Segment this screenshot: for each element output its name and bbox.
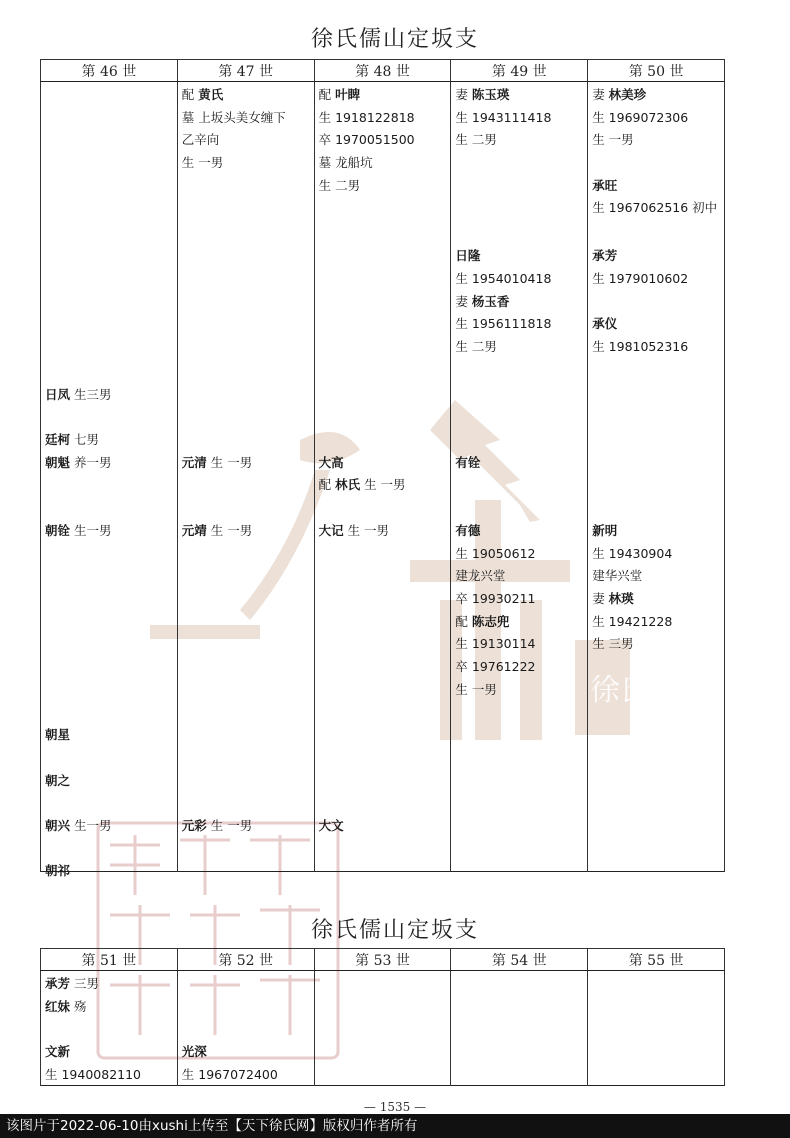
page-title-bottom: 徐氏儒山定坂支 [310,918,479,943]
person-name: 承芳 [592,248,618,264]
entry-line [592,107,688,130]
person-note: 生一男 [70,522,112,538]
entry-line [592,245,688,268]
table-header-row [41,949,725,971]
person-detail: 乙辛向 [181,132,220,148]
person-entry [182,452,252,475]
entry-line [455,633,535,656]
person-entry [45,452,112,475]
person-detail: 生 一男 [206,454,253,470]
person-detail: 生 1981052316 [592,338,689,354]
genealogy-table-top [40,59,725,879]
genealogy-table-bottom [40,948,725,1086]
entry-line [592,611,672,634]
person-name: 有铨 [455,454,481,470]
person-name: 有德 [455,522,481,538]
entry-line [319,175,415,198]
person-entry [592,84,688,152]
column-gen-52 [177,971,314,1086]
person-entry [182,520,252,543]
header-gen-52: 第 52 世 [177,949,314,971]
person-detail: 生 19421228 [592,613,673,629]
person-entry [45,1041,141,1086]
header-gen-55: 第 55 世 [588,949,725,971]
entry-line [45,520,112,543]
entry-line [455,107,551,130]
person-entry [455,452,480,475]
person-entry [45,520,112,543]
entry-line [455,291,551,314]
person-note: 生一男 [70,817,112,833]
entry-line [182,520,252,543]
entry-line [319,815,344,838]
person-detail: 生 1940082110 [45,1066,142,1082]
person-note: 生三男 [70,386,112,402]
person-name: 元清 [181,454,207,470]
person-name: 朝星 [45,727,71,743]
person-detail: 生 一男 [455,681,497,697]
column-gen-51 [41,971,178,1086]
person-name: 林美珍 [608,87,647,102]
person-detail: 生 1956111818 [455,316,552,332]
person-name: 朝铨 [45,522,71,538]
entry-line [45,973,99,996]
person-name: 承旺 [592,177,618,193]
person-entry [45,429,99,452]
person-entry [592,175,717,220]
person-name: 林氏 [335,477,361,493]
relation-prefix: 妻 [455,87,472,102]
person-entry [45,860,70,883]
entry-line [319,152,415,175]
column-gen-48 [314,82,451,872]
entry-line [182,84,286,107]
column-gen-47 [177,82,314,872]
entry-line [319,474,406,497]
entry-line [182,107,286,130]
person-name: 朝兴 [45,817,71,833]
person-detail: 生 一男 [360,477,406,493]
relation-prefix: 妻 [592,87,609,102]
person-name: 陈玉瑛 [471,87,510,102]
header-gen-54: 第 54 世 [451,949,588,971]
entry-line [455,611,535,634]
entry-line [182,152,286,175]
watermark-text: 徐氏 [590,673,650,708]
person-name: 大文 [318,817,344,833]
person-name: 杨玉香 [471,293,510,309]
header-gen-49: 第 49 世 [451,60,588,82]
entry-line [455,268,551,291]
person-detail: 生 1943111418 [455,109,552,125]
person-name: 元彩 [181,817,207,833]
person-detail: 生 一男 [592,132,634,148]
entry-line [455,588,535,611]
entry-line [592,543,672,566]
person-entry [592,520,672,656]
entry-line [182,129,286,152]
person-entry [455,245,551,358]
person-detail: 建华兴堂 [592,568,643,584]
entry-line [592,197,717,220]
person-detail: 生 1967062516 初中 [592,200,718,216]
header-gen-46: 第 46 世 [41,60,178,82]
person-name: 叶睥 [335,87,361,102]
entry-line [455,520,535,543]
person-entry [45,724,70,747]
person-name: 朝魁 [45,454,71,470]
entry-line [45,860,70,883]
person-detail: 生 19430904 [592,545,673,561]
entry-line [455,679,535,702]
person-detail: 三男 [70,976,99,991]
person-detail: 生 三男 [592,636,634,652]
person-name: 承仪 [592,316,618,332]
entry-line [592,633,672,656]
entry-line [592,268,688,291]
person-name: 新明 [592,522,618,538]
entry-line [319,129,415,152]
entry-line [45,1064,141,1087]
entry-line [45,815,112,838]
column-gen-54 [451,971,588,1086]
entry-line [319,520,389,543]
person-entry [45,770,70,793]
header-gen-50: 第 50 世 [588,60,725,82]
entry-line [455,84,551,107]
person-detail: 生 1967072400 [181,1066,278,1082]
entry-line [455,245,551,268]
entry-line [455,656,535,679]
entry-line [45,1041,141,1064]
person-note: 养一男 [70,454,112,470]
entry-line [455,313,551,336]
entry-line [455,452,480,475]
person-name: 大高 [318,454,344,470]
entry-line [455,543,535,566]
person-name: 承芳 [45,976,71,991]
column-gen-50 [588,82,725,872]
person-detail: 生 1918122818 [318,109,415,125]
relation-prefix: 妻 [592,590,609,606]
entry-line [45,429,99,452]
person-detail: 卒 19761222 [455,658,536,674]
person-entry [45,815,112,838]
person-note: 七男 [70,432,99,448]
entry-line [319,452,406,475]
person-name: 红妹 [45,998,71,1014]
person-name: 朝祁 [45,863,71,879]
person-entry [319,84,415,197]
column-gen-53 [314,971,451,1086]
entry-line [455,565,535,588]
entry-line [592,175,717,198]
person-detail: 墓 龙船坑 [318,155,373,171]
entry-line [319,107,415,130]
person-entry [319,520,389,543]
person-entry [319,452,406,497]
person-entry [182,84,286,175]
person-entry [45,973,99,1018]
relation-prefix: 配 [318,87,336,102]
person-name: 朝之 [45,772,71,788]
person-detail: 生 二男 [318,177,361,193]
person-name: 光深 [181,1044,207,1060]
person-detail: 卒 19930211 [455,590,536,606]
person-entry [319,815,344,838]
person-name: 陈志兜 [471,613,510,629]
person-name: 日凤 [45,386,71,402]
person-detail: 生 一男 [181,155,224,171]
header-gen-48: 第 48 世 [314,60,451,82]
header-gen-51: 第 51 世 [41,949,178,971]
person-detail: 生 一男 [206,817,253,833]
person-detail: 卒 1970051500 [318,132,415,148]
entry-line [182,815,252,838]
person-name: 黄氏 [198,87,224,102]
upload-notice-bar: 该图片于2022-06-10由xushi上传至【天下徐氏网】版权归作者所有 [0,1114,790,1138]
person-name: 林瑛 [608,590,634,606]
relation-prefix: 配 [455,613,472,629]
entry-line [592,588,672,611]
person-detail: 生 二男 [455,132,497,148]
entry-line [182,1064,278,1087]
entry-line [592,520,672,543]
person-entry [455,520,535,702]
page-title-top: 徐氏儒山定坂支 [310,27,479,52]
person-detail: 生 一男 [206,522,253,538]
column-gen-55 [588,971,725,1086]
relation-prefix: 配 [181,87,199,102]
person-entry [45,384,112,407]
person-detail: 生 1979010602 [592,270,689,286]
entry-line [182,1041,278,1064]
page-number: — 1535 — [363,1100,427,1114]
person-entry [592,313,688,358]
person-name: 文新 [45,1044,71,1060]
entry-line [45,452,112,475]
person-name: 廷柯 [45,432,71,448]
entry-line [455,129,551,152]
entry-line [45,724,70,747]
entry-line [319,84,415,107]
table-header-row [41,60,725,82]
entry-line [455,336,551,359]
person-detail: 墓 上坂头美女缠下 [181,109,286,125]
entry-line [592,129,688,152]
person-entry [182,815,252,838]
person-detail: 生 二男 [455,338,497,354]
entry-line [182,452,252,475]
person-name: 元靖 [181,522,207,538]
relation-prefix: 配 [318,477,336,493]
entry-line [592,565,672,588]
column-gen-49 [451,82,588,872]
entry-line [592,313,688,336]
header-gen-53: 第 53 世 [314,949,451,971]
person-detail: 建龙兴堂 [455,568,506,584]
person-detail: 生 19130114 [455,636,536,652]
entry-line [45,384,112,407]
entry-line [592,336,688,359]
person-detail: 生 1969072306 [592,109,689,125]
person-name: 日隆 [455,248,481,264]
person-entry [182,1041,278,1086]
person-detail: 生 一男 [343,522,390,538]
person-detail: 生 1954010418 [455,270,552,286]
entry-line [592,84,688,107]
person-entry [455,84,551,152]
person-detail: 生 19050612 [455,545,536,561]
person-detail: 殇 [70,998,87,1014]
entry-line [45,996,99,1019]
person-entry [592,245,688,290]
relation-prefix: 妻 [455,293,472,309]
column-gen-46 [41,82,178,879]
entry-line [45,770,70,793]
header-gen-47: 第 47 世 [177,60,314,82]
person-name: 大记 [318,522,344,538]
